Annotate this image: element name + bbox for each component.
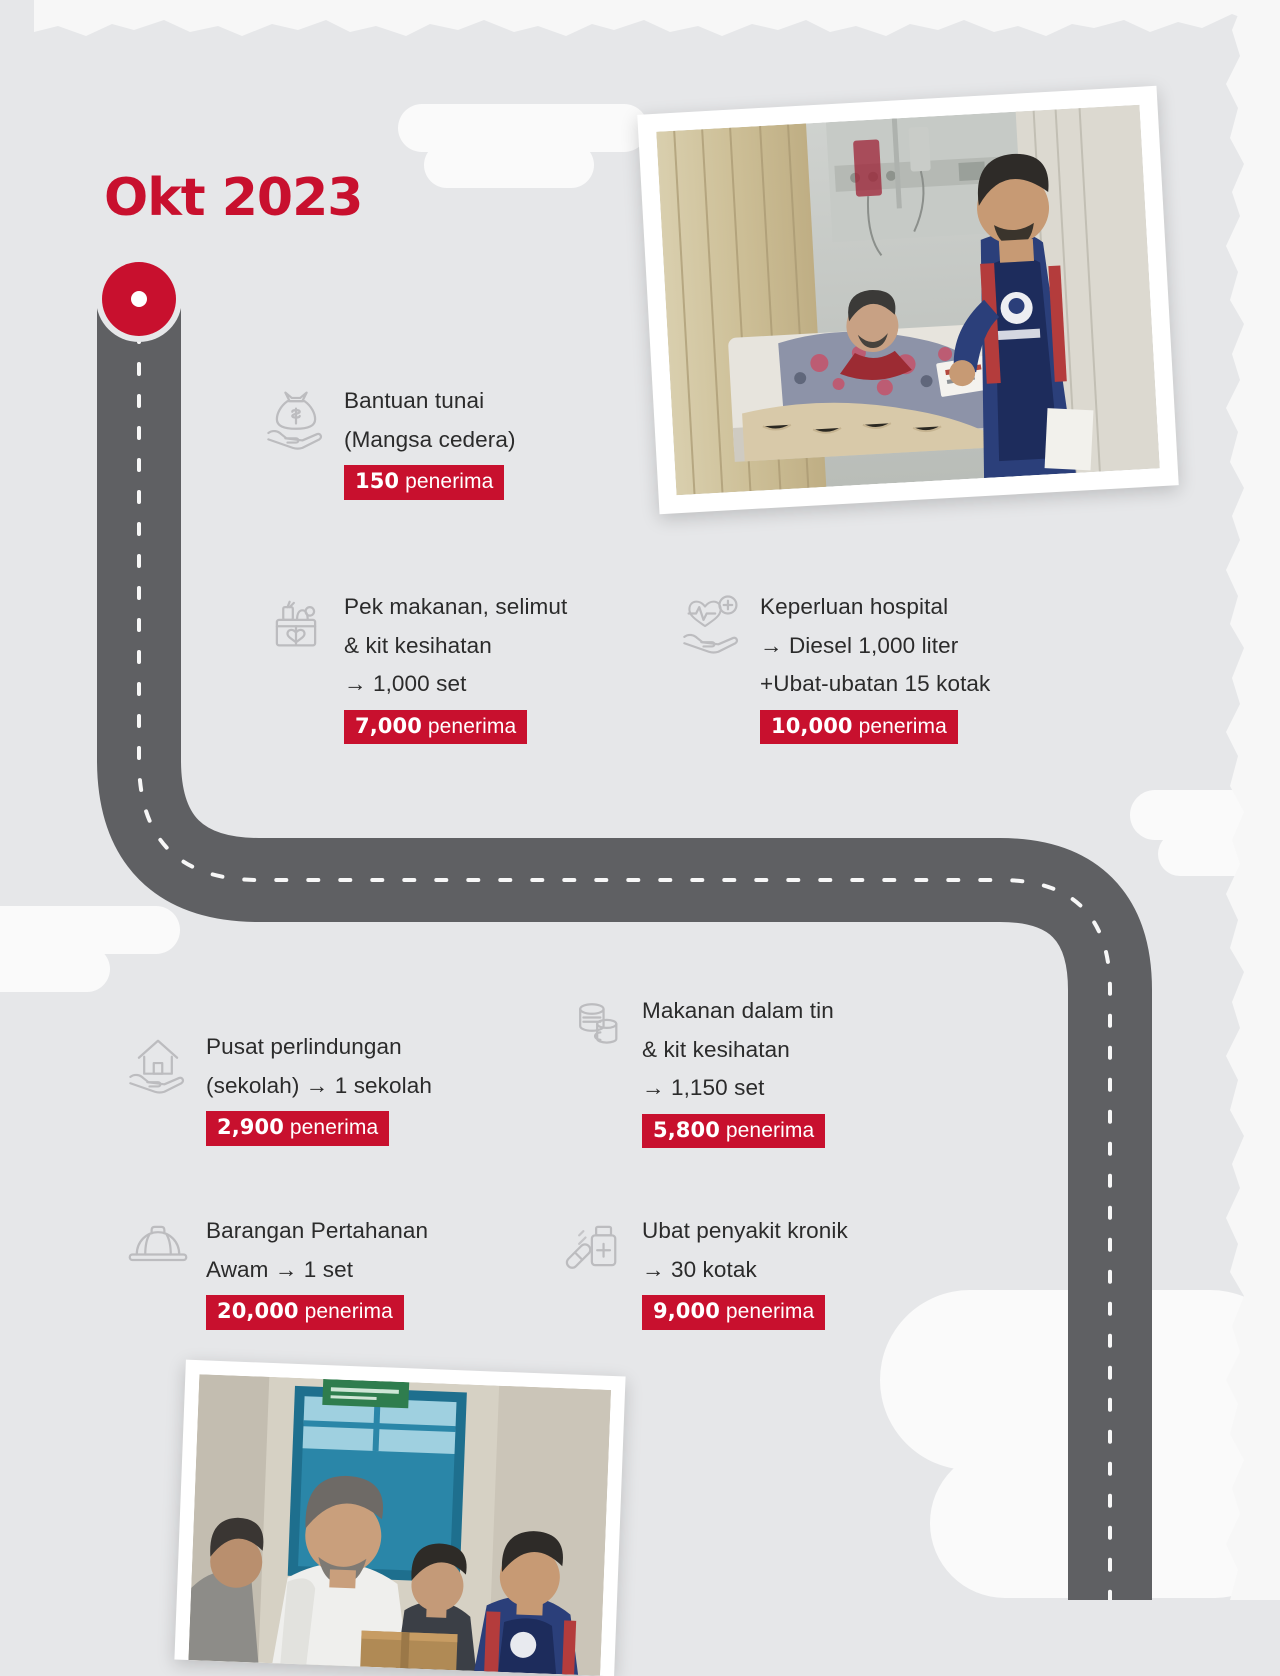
- item-line-1: Barangan Pertahanan: [206, 1218, 429, 1243]
- item-line-2: → 30 kotak: [642, 1256, 757, 1282]
- item-line-1: Ubat penyakit kronik: [642, 1218, 848, 1243]
- item-text: [344, 588, 567, 746]
- item-line-1: Keperluan hospital: [760, 594, 949, 619]
- item-line-2: & kit kesihatan: [344, 632, 492, 658]
- badge-unit: penerima: [725, 1300, 815, 1324]
- badge-number: 5,800: [653, 1118, 720, 1143]
- badge-unit: penerima: [427, 715, 517, 739]
- house-hand-icon: [124, 1028, 192, 1096]
- timeline-item-pusat-perlindungan: [124, 1028, 504, 1147]
- item-line-3: → 1,150 set: [642, 1075, 765, 1101]
- item-text: [344, 382, 516, 501]
- photo-group-handover: [174, 1360, 625, 1676]
- status-badge: [344, 710, 527, 744]
- status-badge: [642, 1114, 825, 1148]
- status-badge: [206, 1295, 404, 1329]
- photo-hospital-aid-image: [656, 105, 1160, 495]
- medicine-bottle-icon: [560, 1212, 628, 1280]
- item-line-1: Bantuan tunai: [344, 388, 485, 413]
- heartbeat-hand-icon: [678, 588, 746, 656]
- relief-box-icon: [262, 588, 330, 656]
- badge-number: 20,000: [217, 1299, 299, 1324]
- timeline-item-bantuan-tunai: [262, 382, 602, 501]
- item-line-3: → 1,000 set: [344, 671, 467, 697]
- status-badge: [344, 465, 504, 499]
- timeline-item-barangan-pertahanan-awam: [124, 1212, 504, 1331]
- status-badge: [642, 1295, 825, 1329]
- timeline-start-dot: [102, 262, 176, 336]
- badge-unit: penerima: [725, 1119, 815, 1143]
- item-line-1: Pusat perlindungan: [206, 1034, 402, 1059]
- badge-unit: penerima: [289, 1116, 379, 1140]
- canned-food-icon: [560, 992, 628, 1060]
- item-text: [760, 588, 990, 746]
- item-text: [642, 1212, 848, 1331]
- badge-number: 7,000: [355, 714, 422, 739]
- item-line-3: +Ubat-ubatan 15 kotak: [760, 671, 991, 697]
- timeline-item-ubat-penyakit-kronik: [560, 1212, 940, 1331]
- badge-unit: penerima: [304, 1300, 393, 1324]
- item-text: [206, 1028, 432, 1147]
- badge-number: 150: [355, 469, 400, 494]
- safety-helmet-icon: [124, 1212, 192, 1280]
- item-line-1: Makanan dalam tin: [642, 998, 834, 1023]
- photo-hospital-aid: [637, 86, 1179, 514]
- item-line-2: (Mangsa cedera): [344, 426, 516, 452]
- item-line-2: → Diesel 1,000 liter: [760, 632, 959, 658]
- badge-unit: penerima: [405, 470, 494, 494]
- timeline-item-pek-makanan: [262, 588, 622, 746]
- status-badge: [760, 710, 958, 744]
- badge-unit: penerima: [858, 715, 947, 739]
- status-badge: [206, 1111, 389, 1145]
- timeline-item-makanan-dalam-tin: [560, 992, 940, 1150]
- item-line-2: (sekolah) → 1 sekolah: [206, 1072, 432, 1098]
- item-text: [642, 992, 834, 1150]
- item-line-2: Awam → 1 set: [206, 1256, 354, 1282]
- item-line-2: & kit kesihatan: [642, 1036, 790, 1062]
- money-bag-hand-icon: [262, 382, 330, 450]
- badge-number: 9,000: [653, 1299, 720, 1324]
- photo-group-handover-image: [188, 1374, 611, 1676]
- page-title: Okt 2023: [104, 168, 363, 228]
- item-line-1: Pek makanan, selimut: [344, 594, 568, 619]
- item-text: [206, 1212, 428, 1331]
- badge-number: 10,000: [771, 714, 853, 739]
- badge-number: 2,900: [217, 1115, 284, 1140]
- timeline-item-keperluan-hospital: [678, 588, 1078, 746]
